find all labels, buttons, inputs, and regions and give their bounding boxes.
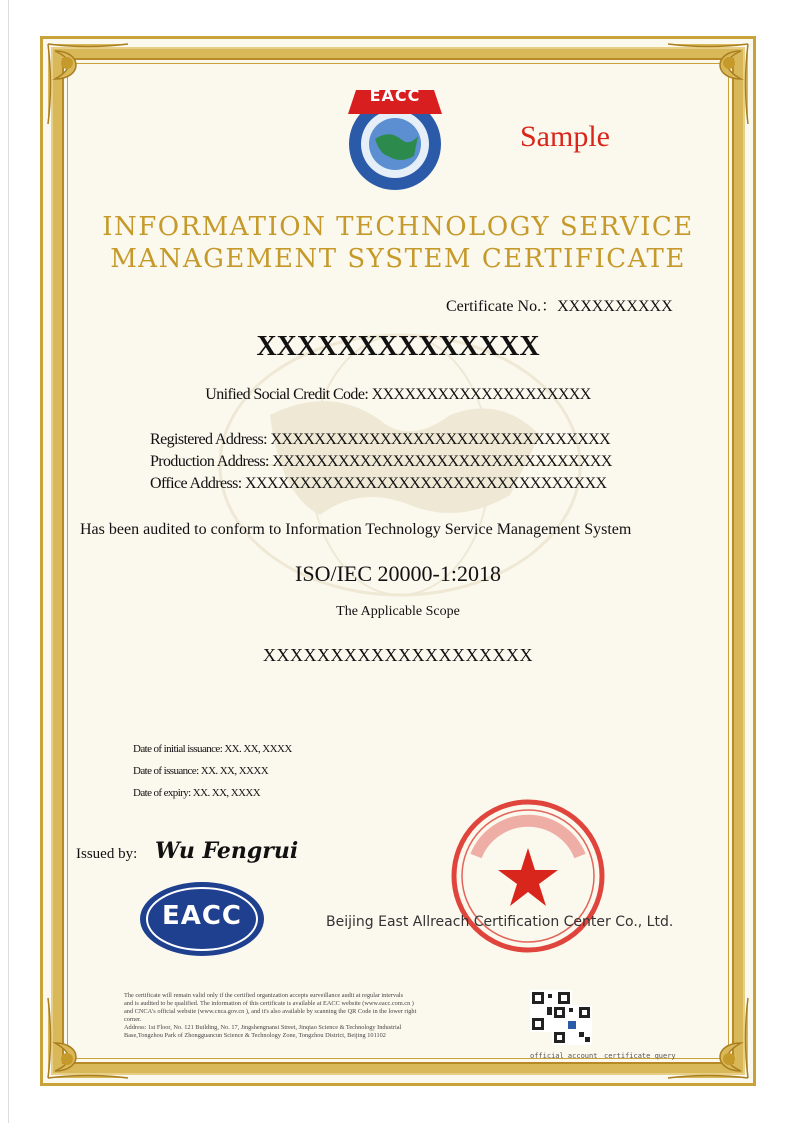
issuer-name: Beijing East Allreach Certification Center Co., Ltd.: [326, 914, 674, 930]
signature: Wu Fengrui: [155, 838, 299, 864]
address-production: Production Address: XXXXXXXXXXXXXXXXXXXXXXXXXXXXXXX: [150, 453, 612, 470]
company-name: XXXXXXXXXXXXXX: [256, 331, 540, 362]
credit-code-value: XXXXXXXXXXXXXXXXXXXX: [371, 386, 591, 403]
page-edge-line: [8, 0, 9, 1123]
corner-ornament-icon: [43, 39, 133, 129]
corner-ornament-icon: [663, 993, 753, 1083]
qr-caption-official-account: official account: [530, 1052, 598, 1060]
bottom-logo-text: EACC: [161, 901, 243, 931]
standard-name: ISO/IEC 20000-1:2018: [295, 561, 501, 586]
certificate-title-line2: MANAGEMENT SYSTEM CERTIFICATE: [110, 244, 686, 274]
qr-code-certificate-query-icon[interactable]: [552, 1005, 592, 1045]
corner-ornament-icon: [663, 39, 753, 129]
logo-badge-text: EACC: [369, 86, 421, 105]
scope-value: XXXXXXXXXXXXXXXXXXXX: [263, 645, 533, 665]
sample-label: Sample: [520, 120, 610, 153]
issued-by-label: Issued by:: [76, 846, 138, 862]
conformity-statement: Has been audited to conform to Information Technology Service Management System: [80, 521, 632, 538]
address-office: Office Address: XXXXXXXXXXXXXXXXXXXXXXXXXXXXXXXXX: [150, 475, 607, 492]
address-block: [150, 429, 612, 495]
scope-title: The Applicable Scope: [336, 604, 460, 619]
date-issuance: Date of issuance: XX. XX, XXXX: [133, 765, 269, 777]
credit-code-label: Unified Social Credit Code:: [205, 386, 369, 403]
dates-block: [133, 738, 292, 804]
footer-notice: The certificate will remain valid only if the certified organization accepts surveillance audit at regular intervals and is audited to be qualified. The information of this certificate is available at EACC website (www.eacc.com.cn ) and CNCA's official website (www.cnca.gov.cn ), and it's also available by scanning the QR Code in the lower right corner. Address: 1st Floor, No. 121 Building, No. 17, Jingshengnansi Street, Jinqiao Science & Technology Industrial Base,Tongzhou Park of Zhongguancun Science & Technology Zone, Tongzhou District, Beijing 101102: [124, 992, 417, 1039]
credit-code: [40, 386, 756, 404]
date-expiry: Date of expiry: XX. XX, XXXX: [133, 787, 261, 799]
red-seal-icon: [448, 796, 608, 956]
certificate-number-value: XXXXXXXXXX: [557, 298, 673, 315]
certificate-number-label: Certificate No.：: [446, 298, 558, 315]
corner-ornament-icon: [43, 993, 133, 1083]
certificate-title-line1: INFORMATION TECHNOLOGY SERVICE: [102, 212, 694, 242]
date-initial-issuance: Date of initial issuance: XX. XX, XXXX: [133, 743, 292, 755]
certificate-number: [446, 293, 673, 316]
address-registered: Registered Address: XXXXXXXXXXXXXXXXXXXXXXXXXXXXXXX: [150, 431, 611, 448]
qr-caption-certificate-query: certificate query: [604, 1052, 676, 1060]
